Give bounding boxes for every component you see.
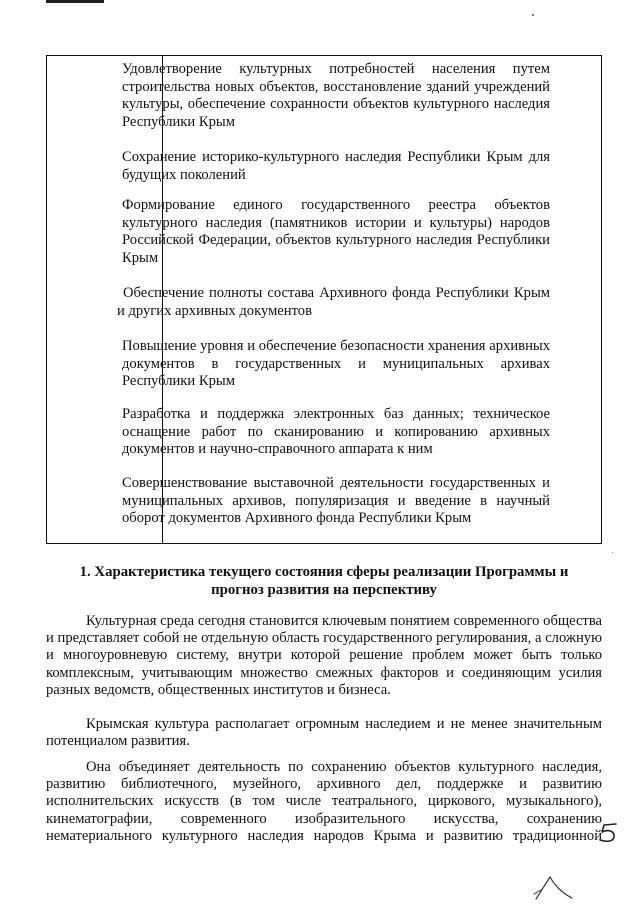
goal-item-2: Сохранение историко-культурного наследия Республики Крым для будущих поколений xyxy=(122,149,550,183)
paragraph-2: Крымская культура располагает огромным наследием и не менее значительным потенциалом развития. xyxy=(46,716,602,750)
section-heading xyxy=(46,563,602,599)
handwritten-page-number-mark xyxy=(596,820,622,846)
paragraph-1: Культурная среда сегодня становится ключевым понятием современного общества и представляет собой не отдельную область государственного регулирования, а сложную и многоуровневую систему, внутри которой решение проблем может быть только комплексным, учитывающим множество смежных факторов и соединяющим усилия разных ведомств, общественных институтов и бизнеса. xyxy=(46,613,602,698)
goal-item-3: Формирование единого государственного реестра объектов культурного наследия (памятников истории и культуры) народов Российской Федерации, объектов культурного наследия Республики Крым xyxy=(122,197,550,266)
goal-item-5: Повышение уровня и обеспечение безопасности хранения архивных документов в государственных и муниципальных архивах Республики Крым xyxy=(122,338,550,389)
scan-speck xyxy=(612,552,613,553)
goal-item-6: Разработка и поддержка электронных баз данных; техническое оснащение работ по сканированию и копированию архивных документов и научно-справочного аппарата к ним xyxy=(122,406,550,457)
handwritten-initial-mark xyxy=(532,872,576,902)
goal-item-4: Обеспечение полноты состава Архивного фонда Республики Крым и других архивных документов xyxy=(117,285,550,319)
section-heading-line1: 1. Характеристика текущего состояния сферы реализации Программы и xyxy=(79,564,569,580)
section-heading-line2: прогноз развития на перспективу xyxy=(211,582,437,598)
goal-item-1: Удовлетворение культурных потребностей населения путем строительства новых объектов, восстановление зданий учреждений культуры, обеспечение сохранности объектов культурного наследия Республики Крым xyxy=(122,61,550,130)
scan-speck xyxy=(532,14,534,16)
scan-top-mark xyxy=(46,0,104,3)
paragraph-3: Она объединяет деятельность по сохранению объектов культурного наследия, развитию библиотечного, музейного, архивного дел, поддержке и развитию исполнительских искусств (в том числе театрального, циркового, музыкального), кинематографии, современного изобразительного искусства, сохранению нематериального культурного наследия народов Крыма и развитию традиционной xyxy=(46,759,602,844)
goal-item-7: Совершенствование выставочной деятельности государственных и муниципальных архивов, популяризация и введение в научный оборот документов Архивного фонда Республики Крым xyxy=(122,475,550,526)
